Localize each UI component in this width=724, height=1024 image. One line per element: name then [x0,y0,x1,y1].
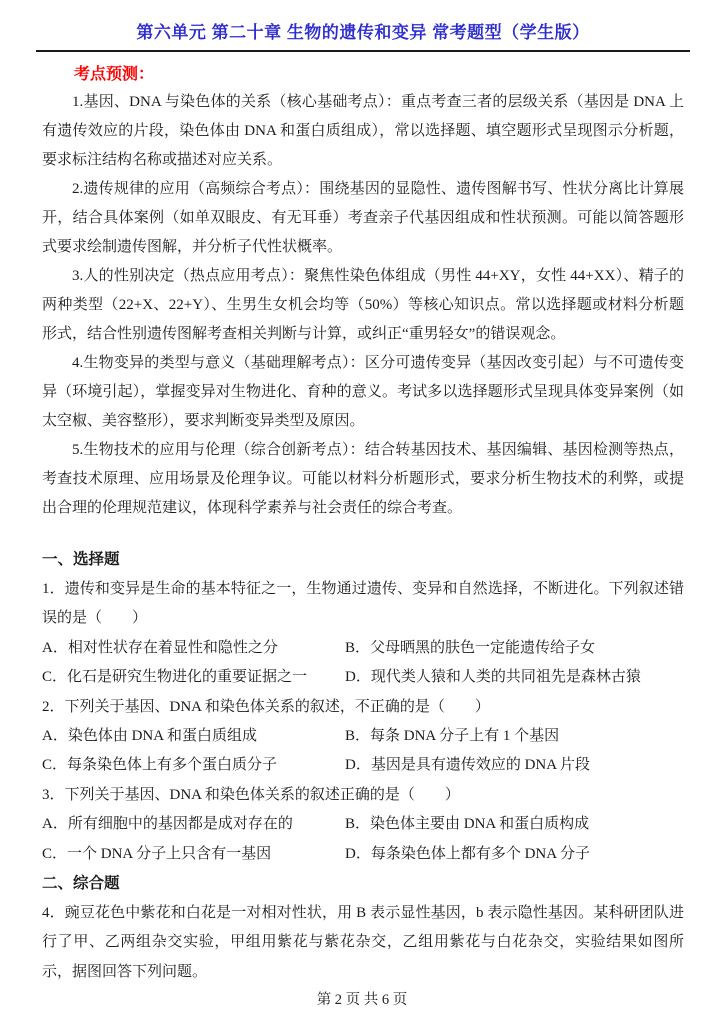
exam-point-paragraph-4: 4.生物变异的类型与意义（基础理解考点）：区分可遗传变异（基因改变引起）与不可遗传变异（环境引起），掌握变异对生物进化、育种的意义。考试多以选择题形式呈现具体变异案例（如太空椒、美容整形），要求判断变异类型及原因。 [42,355,684,429]
question-4-stem: 4．豌豆花色中紫花和白花是一对相对性状，用 B 表示显性基因，b 表示隐性基因。某科研团队进行了甲、乙两组杂交实验，甲组用紫花与紫花杂交，乙组用紫花与白花杂交，实验结果如图所示，据图回答下列问题。 [42,905,684,980]
title-divider [36,50,690,52]
exam-point-paragraph-5: 5.生物技术的应用与伦理（综合创新考点）：结合转基因技术、基因编辑、基因检测等热点，考查技术原理、应用场景及伦理争议。可能以材料分析题形式，要求分析生物技术的利弊，或提出合理的伦理规范建议，体现科学素养与社会责任的综合考查。 [42,442,684,516]
question-2-option-a: A．染色体由 DNA 和蛋白质组成 [42,728,258,745]
exam-point-paragraph-1: 1.基因、DNA 与染色体的关系（核心基础考点）：重点考查三者的层级关系（基因是 DNA 上有遗传效应的片段，染色体由 DNA 和蛋白质组成），常以选择题、填空题形式呈现图示分析题，要求标注结构名称或描述对应关系。 [42,94,684,168]
exam-points-heading: 考点预测： [74,66,155,83]
question-1-options-row-2 [42,663,684,692]
question-2-option-d: D．基因是具有遗传效应的 DNA 片段 [345,757,591,774]
question-1-option-b: B．父母晒黑的肤色一定能遗传给子女 [345,639,596,656]
document-title: 第六单元 第二十章 生物的遗传和变异 常考题型（学生版） [136,23,590,42]
question-3-options-row-1 [42,810,684,839]
question-3-option-a: A．所有细胞中的基因都是成对存在的 [42,816,293,833]
question-3-stem: 3．下列关于基因、DNA 和染色体关系的叙述正确的是（ ） [42,786,460,803]
exam-point-paragraph-3: 3.人的性别决定（热点应用考点）：聚焦性染色体组成（男性 44+XY，女性 44+XX）、精子的两种类型（22+X、22+Y）、生男生女机会均等（50%）等核心知识点。常以选择题或材料分析题形式，结合性别遗传图解考查相关判断与计算，或纠正“重男轻女”的错误观念。 [42,268,684,342]
question-2-options-row-2 [42,751,684,780]
question-2-option-b: B．每条 DNA 分子上有 1 个基因 [345,728,560,745]
question-1-options-row-1 [42,634,684,663]
question-2-option-c: C．每条染色体上有多个蛋白质分子 [42,757,278,774]
section-heading-choice: 一、选择题 [42,551,120,568]
exam-point-paragraph-2: 2.遗传规律的应用（高频综合考点）：围绕基因的显隐性、遗传图解书写、性状分离比计算展开，结合具体案例（如单双眼皮、有无耳垂）考查亲子代基因组成和性状预测。可能以简答题形式要求绘制遗传图解，并分析子代性状概率。 [42,181,684,255]
question-3-option-b: B．染色体主要由 DNA 和蛋白质构成 [345,816,590,833]
question-3-option-c: C．一个 DNA 分子上只含有一基因 [42,845,272,862]
question-2-options-row-1 [42,722,684,751]
question-3-options-row-2 [42,840,684,869]
question-1-option-a: A．相对性状存在着显性和隐性之分 [42,639,278,656]
page-footer: 第 2 页 共 6 页 [316,992,408,1008]
question-1-option-d: D．现代类人猿和人类的共同祖先是森林古猿 [345,669,641,686]
question-1-option-c: C．化石是研究生物进化的重要证据之一 [42,669,308,686]
section-heading-comprehensive: 二、综合题 [42,875,120,893]
question-1-stem: 1．遗传和变异是生命的基本特征之一，生物通过遗传、变异和自然选择，不断进化。下列叙述错误的是（ ） [42,581,684,627]
question-2-stem: 2．下列关于基因、DNA 和染色体关系的叙述，不正确的是（ ） [42,698,490,715]
question-3-option-d: D．每条染色体上都有多个 DNA 分子 [345,845,591,862]
